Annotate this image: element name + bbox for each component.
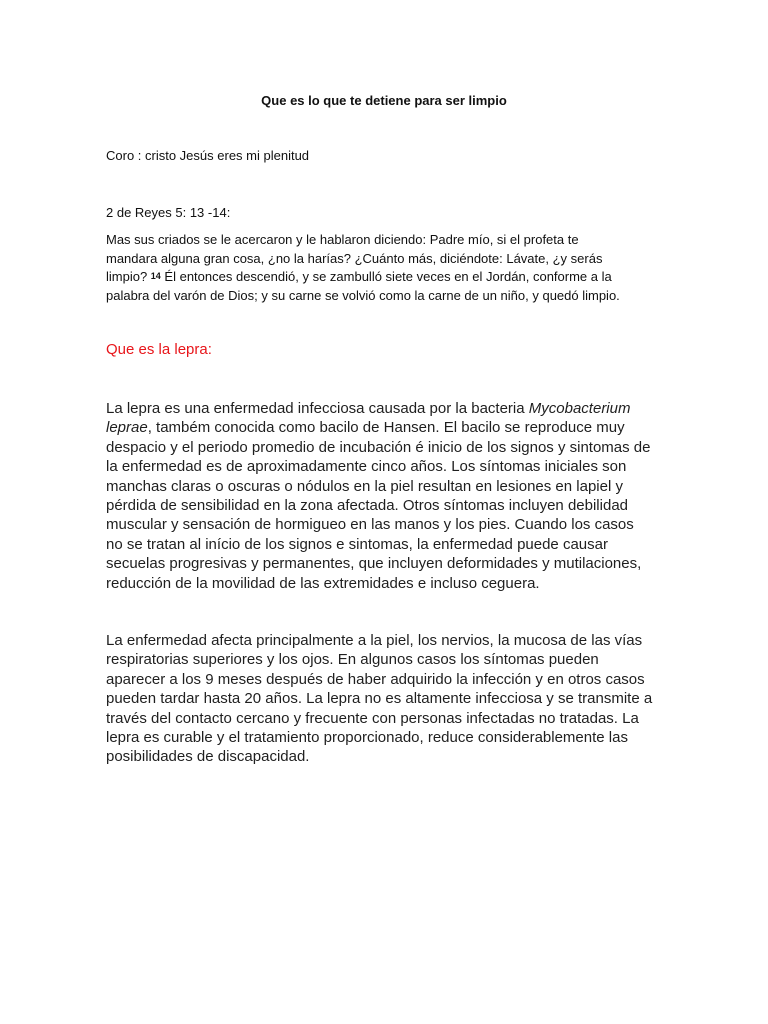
paragraph-line (106, 418, 662, 437)
paragraph-disease-effects (106, 631, 662, 767)
verse-line: Mas sus criados se le acercaron y le hablaron diciendo: Padre mío, si el profeta te (106, 232, 579, 247)
verse-line: palabra del varón de Dios; y su carne se volvió como la carne de un niño, y quedó limpio. (106, 287, 620, 303)
paragraph-line (106, 399, 662, 418)
paragraph-line: pueden tardar hasta 20 años. La lepra no es altamente infecciosa y se transmite a (106, 690, 653, 708)
verse-number: 14 (150, 271, 161, 281)
document-title: Que es lo que te detiene para ser limpio (261, 93, 507, 108)
verse-text: limpio? (106, 269, 151, 284)
scripture-reference: 2 de Reyes 5: 13 -14: (106, 205, 231, 220)
section-heading: Que es la lepra: (106, 341, 212, 358)
paragraph-line: pérdida de sensibilidad en la zona afectada. Otros síntomas incluyen debilidad (106, 497, 628, 515)
paragraph-line: no se tratan al início de los signos e sintomas, la enfermedad puede causar (106, 535, 608, 553)
paragraph-leprosy-definition (106, 399, 662, 593)
paragraph-line: muscular y sensación de hormigueo en las manos y los pies. Cuando los casos (106, 516, 634, 534)
paragraph-text: , també​m conocida como bacilo de Hansen. El bacilo se reproduce muy (147, 419, 625, 437)
verse-line: mandara alguna gran cosa, ¿no la harías? ¿Cuánto más, diciéndote: Lávate, ¿y serás (106, 250, 603, 266)
paragraph-line: despacio y el periodo promedio de incubación é inicio de los signos y sintomas de (106, 438, 651, 456)
paragraph-line: respiratorias superiores y los ojos. En algunos casos los síntomas pueden (106, 651, 599, 669)
verse-line (106, 268, 666, 287)
paragraph-line: través del contacto cercano y frecuente con personas infectadas no tratadas. La (106, 709, 639, 727)
scientific-name: leprae (106, 419, 148, 437)
paragraph-text: La lepra es una enfermedad infecciosa causada por la bacteria (106, 400, 529, 417)
scripture-verse (106, 231, 666, 305)
scientific-name: Mycobacterium (528, 400, 631, 417)
paragraph-line: manchas claras o oscuras o nódulos en la piel resultan en lesiones en lapiel y (106, 477, 623, 495)
paragraph-line: lepra es curable y el tratamiento proporcionado, reduce considerablemente las (106, 729, 628, 747)
verse-text: Él entonces descendió, y se zambulló siete veces en el Jordán, conforme a la (160, 269, 612, 284)
paragraph-line: secuelas progresivas y permanentes, que incluyen deformidades y mutilaciones, (106, 555, 642, 573)
paragraph-line: La enfermedad afecta principalmente a la piel, los nervios, la mucosa de las vías (106, 632, 643, 649)
paragraph-line: aparecer a los 9 meses después de haber adquirido la infección y en otros casos (106, 670, 645, 688)
paragraph-line: posibilidades de discapacidad. (106, 748, 310, 766)
paragraph-line: reducción de la movilidad de las extremidades e incluso ceguera. (106, 574, 540, 592)
coro-line: Coro : cristo Jesús eres mi plenitud (106, 148, 310, 163)
paragraph-line: la enfermedad es de aproximadamente cinco años. Los síntomas iniciales son (106, 458, 627, 476)
